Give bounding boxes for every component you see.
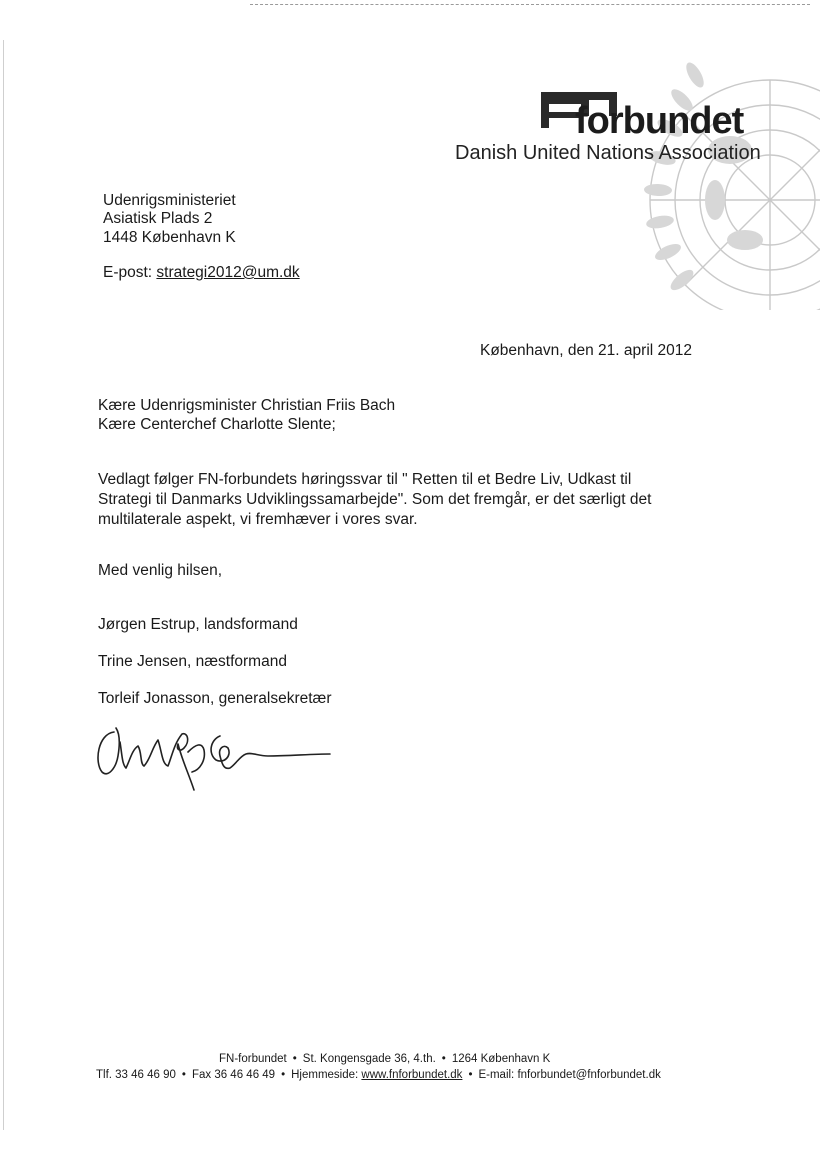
fn-forbundet-logo (455, 86, 785, 168)
body-paragraph (98, 470, 698, 530)
footer-row-1: FN-forbundet • St. Kongensgade 36, 4.th. • 1264 København K (219, 1053, 551, 1065)
email-label: E-post: (103, 264, 153, 281)
signatory-3: Torleif Jonasson, generalsekretær (98, 690, 332, 707)
recipient-line-2: Asiatisk Plads 2 (103, 210, 213, 227)
footer-address: St. Kongensgade 36, 4.th. (302, 1053, 436, 1065)
signatory-2: Trine Jensen, næstformand (98, 653, 287, 670)
footer-web-label: Hjemmeside: (291, 1069, 359, 1081)
un-emblem-watermark-icon (620, 30, 820, 310)
scan-edge-top (250, 4, 810, 5)
footer-web-link[interactable]: www.fnforbundet.dk (361, 1069, 463, 1081)
footer-email[interactable]: fnforbundet@fnforbundet.dk (517, 1069, 661, 1081)
closing-line: Med venlig hilsen, (98, 562, 223, 579)
footer-org: FN-forbundet (219, 1053, 287, 1065)
body-line-2: Strategi til Danmarks Udviklingssamarbejde". Som det fremgår, er det særligt det (98, 491, 652, 508)
salutation-line-2: Kære Centerchef Charlotte Slente; (98, 416, 336, 433)
scan-edge-left (3, 40, 4, 1130)
logo-subtitle: Danish United Nations Association (455, 142, 761, 164)
recipient-email-link[interactable]: strategi2012@um.dk (156, 264, 300, 281)
recipient-line-3: 1448 København K (103, 229, 236, 246)
footer-fax: Fax 36 46 46 49 (191, 1069, 276, 1081)
date-line: København, den 21. april 2012 (480, 342, 692, 359)
footer-row-2: Tlf. 33 46 46 90 • Fax 36 46 46 49 • Hjemmeside: www.fnforbundet.dk • E-mail: fnforbundet@fnforbundet.dk (96, 1069, 661, 1081)
body-line-1: Vedlagt følger FN-forbundets høringssvar til " Retten til et Bedre Liv, Udkast til (98, 471, 632, 488)
salutation-line-1: Kære Udenrigsminister Christian Friis Bach (98, 397, 396, 414)
footer-phone: Tlf. 33 46 46 90 (96, 1069, 176, 1081)
footer-email-label: E-mail: (478, 1069, 515, 1081)
recipient-email-line (103, 263, 300, 283)
body-line-3: multilaterale aspekt, vi fremhæver i vores svar. (98, 511, 418, 528)
signatory-1: Jørgen Estrup, landsformand (98, 616, 298, 633)
handwritten-signature (92, 712, 342, 802)
logo-wordmark: forbundet (575, 100, 744, 142)
recipient-line-1: Udenrigsministeriet (103, 192, 236, 209)
footer-city: 1264 København K (451, 1053, 551, 1065)
